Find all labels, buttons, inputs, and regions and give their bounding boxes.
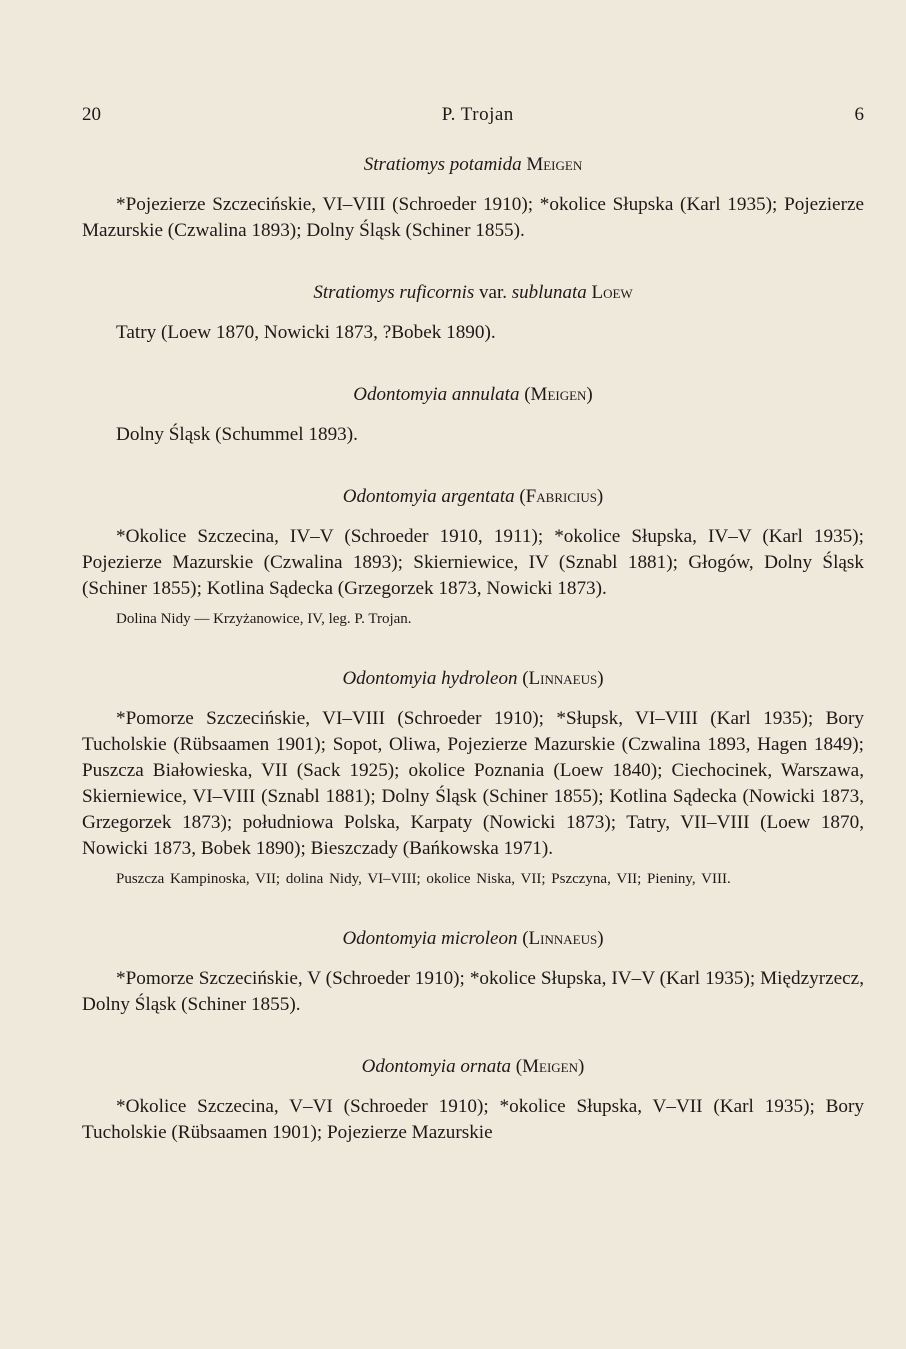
genus-name: Stratiomys (363, 154, 446, 175)
species-epithet: potamida (449, 154, 522, 175)
species-heading (82, 1054, 864, 1080)
new-locality-record: Puszcza Kampinoska, VII; dolina Nidy, VI–VIII; okolice Niska, VII; Pszczyna, VII; Pieniny, VIII. (116, 871, 731, 887)
species-epithet: hydroleon (441, 668, 518, 689)
body-text (82, 152, 864, 1182)
distribution-record: Tatry (Loew 1870, Nowicki 1873, ?Bobek 1890). (116, 322, 496, 343)
species-epithet: microleon (441, 928, 518, 949)
species-epithet: ornata (460, 1056, 512, 1077)
genus-name: Odontomyia (342, 668, 437, 689)
species-author: (Linnaeus) (522, 928, 604, 949)
species-epithet: argentata (441, 486, 515, 507)
species-author: (Meigen) (515, 1056, 585, 1077)
species-heading (82, 666, 864, 692)
variety-label: var. (479, 282, 508, 303)
distribution-record: *Okolice Szczecina, IV–V (Schroeder 1910, 1911); *okolice Słupska, IV–V (Karl 1935); Pojezierze Mazurskie (Czwalina 1893); Skierniewice, IV (Sznabl 1881); Głogów, Dolny Śląsk (Schiner 1855); Kotlina Sądecka (Grzegorzek 1873, Nowicki 1873). (82, 526, 864, 599)
genus-name: Odontomyia (353, 384, 448, 405)
distribution-record: Dolny Śląsk (Schummel 1893). (116, 424, 358, 445)
species-heading (82, 926, 864, 952)
species-heading (82, 484, 864, 510)
species-author: Loew (591, 282, 633, 303)
genus-name: Odontomyia (342, 486, 437, 507)
variety-name: sublunata (511, 282, 587, 303)
distribution-record: *Pomorze Szczecińskie, V (Schroeder 1910); *okolice Słupska, IV–V (Karl 1935); Międzyrzecz, Dolny Śląsk (Schiner 1855). (82, 968, 864, 1015)
species-author: (Fabricius) (519, 486, 604, 507)
genus-name: Odontomyia (361, 1056, 456, 1077)
distribution-record: *Okolice Szczecina, V–VI (Schroeder 1910); *okolice Słupska, V–VII (Karl 1935); Bory Tucholskie (Rübsaamen 1901); Pojezierze Mazurskie (82, 1096, 864, 1143)
species-heading (82, 152, 864, 178)
species-epithet: annulata (451, 384, 520, 405)
genus-name: Stratiomys (313, 282, 395, 303)
running-head (82, 104, 864, 126)
running-title: P. Trojan (441, 104, 514, 125)
species-heading (82, 280, 864, 306)
distribution-record: *Pomorze Szczecińskie, VI–VIII (Schroeder 1910); *Słupsk, VI–VIII (Karl 1935); Bory Tucholskie (Rübsaamen 1901); Sopot, Oliwa, Pojezierze Mazurskie (Czwalina 1893, Hagen 1849); Puszcza Białowieska, VII (Sack 1925); okolice Poznania (Loew 1840); Ciechocinek, Warszawa, Skierniewice, VI–VIII (Sznabl 1881); Dolny Śląsk (Schiner 1855); Kotlina Sądecka (Nowicki 1873, Grzegorzek 1873); południowa Polska, Karpaty (Nowicki 1873); Tatry, VII–VIII (Loew 1870, Nowicki 1873, Bobek 1890); Bieszczady (Bańkowska 1971). (82, 708, 864, 859)
species-author: (Linnaeus) (522, 668, 604, 689)
section-number: 6 (854, 104, 864, 125)
species-author: Meigen (526, 154, 583, 175)
new-locality-record: Dolina Nidy — Krzyżanowice, IV, leg. P. Trojan. (116, 611, 412, 627)
species-author: (Meigen) (524, 384, 593, 405)
genus-name: Odontomyia (342, 928, 437, 949)
page-number: 20 (82, 104, 101, 125)
species-epithet: ruficornis (399, 282, 475, 303)
species-heading (82, 382, 864, 408)
distribution-record: *Pojezierze Szczecińskie, VI–VIII (Schroeder 1910); *okolice Słupska (Karl 1935); Pojezierze Mazurskie (Czwalina 1893); Dolny Śląsk (Schiner 1855). (82, 194, 864, 241)
